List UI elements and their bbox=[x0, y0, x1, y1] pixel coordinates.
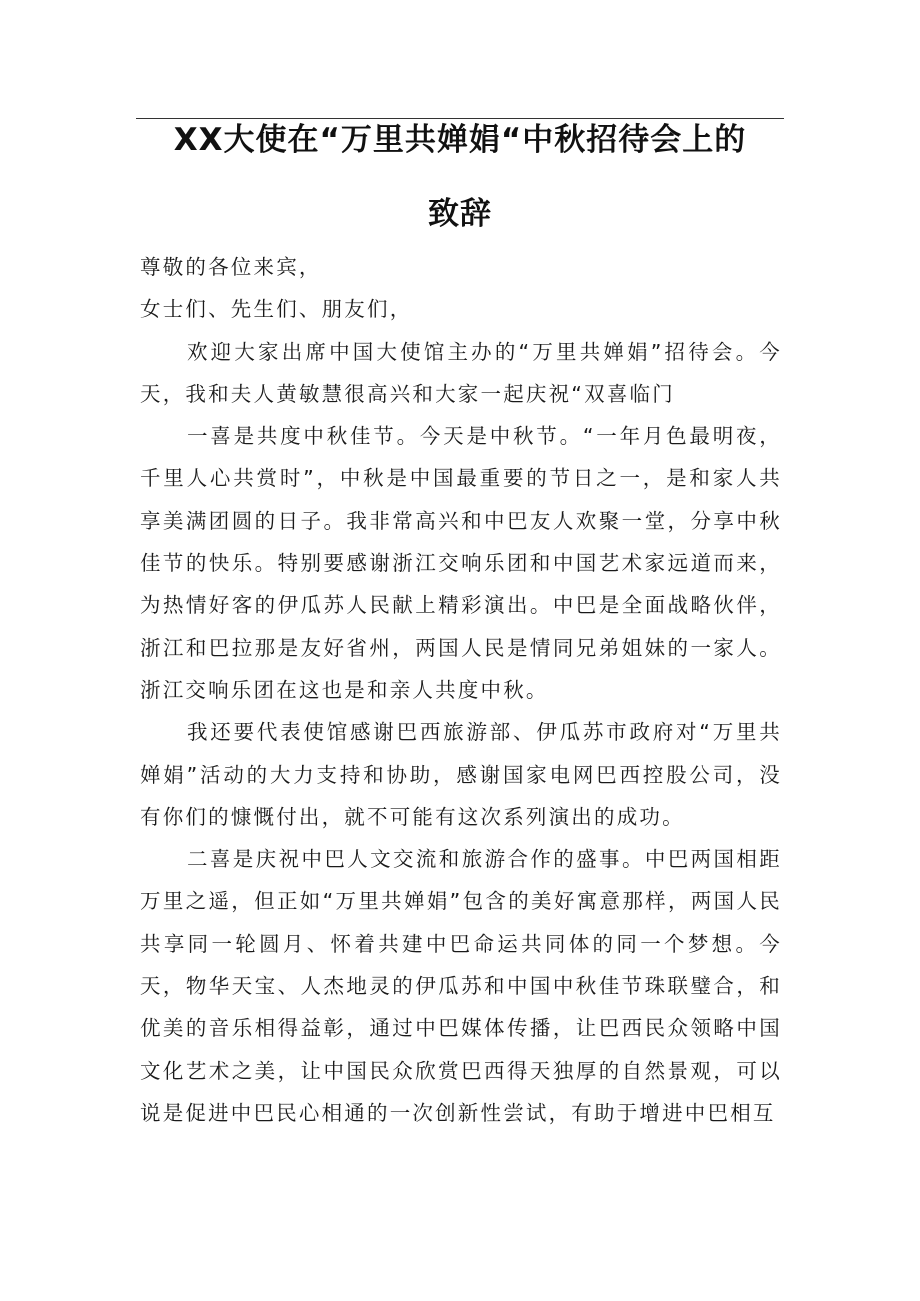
document-title-line-1: XX大使在“万里共婵娟“中秋招待会上的 bbox=[173, 122, 747, 158]
salutation-friends: 女士们、先生们、朋友们， bbox=[140, 297, 413, 322]
paragraph-thanks: 我还要代表使馆感谢巴西旅游部、伊瓜苏市政府对“万里共婵娟”活动的大力支持和协助，感谢国家电网巴西控股公司，没有你们的慷慨付出，就不可能有这次系列演出的成功。 bbox=[140, 720, 782, 829]
paragraph-mid-autumn: 一喜是共度中秋佳节。今天是中秋节。“一年月色最明夜，千里人心共赏时”，中秋是中国最重要的节日之一，是和家人共享美满团圆的日子。我非常高兴和中巴友人欢聚一堂，分享中秋佳节的快乐。特别要感谢浙江交响乐团和中国艺术家远道而来，为热情好客的伊瓜苏人民献上精彩演出。中巴是全面战略伙伴，浙江和巴拉那是友好省州，两国人民是情同兄弟姐妹的一家人。浙江交响乐团在这也是和亲人共度中秋。 bbox=[140, 424, 782, 702]
document-body bbox=[140, 246, 782, 1134]
document-title-line-2: 致辞 bbox=[428, 196, 492, 232]
salutation-guests: 尊敬的各位来宾， bbox=[140, 255, 322, 279]
paragraph-exchange: 二喜是庆祝中巴人文交流和旅游合作的盛事。中巴两国相距万里之遥，但正如“万里共婵娟”包含的美好寓意那样，两国人民共享同一轮圆月、怀着共建中巴命运共同体的同一个梦想。今天，物华天宝、人杰地灵的伊瓜苏和中国中秋佳节珠联璧合，和优美的音乐相得益彰，通过中巴媒体传播，让巴西民众领略中国文化艺术之美，让中国民众欣赏巴西得天独厚的自然景观，可以说是促进中巴民心相通的一次创新性尝试，有助于增进中巴相互 bbox=[140, 847, 782, 1125]
paragraph-welcome: 欢迎大家出席中国大使馆主办的“万里共婵娟”招待会。今天，我和夫人黄敏慧很高兴和大家一起庆祝“双喜临门 bbox=[140, 339, 782, 406]
